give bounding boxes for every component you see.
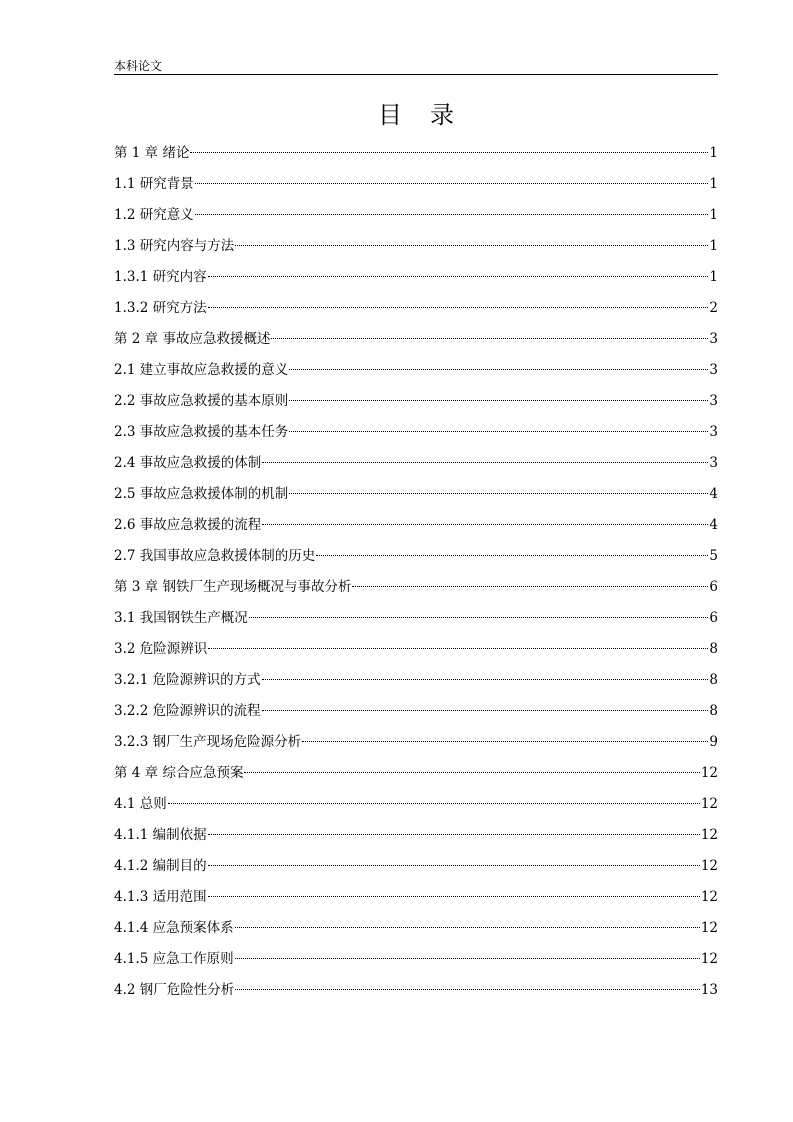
dot-leader xyxy=(208,276,709,277)
dot-leader xyxy=(208,896,700,897)
dot-leader xyxy=(195,214,709,215)
toc-entry[interactable] xyxy=(114,791,718,822)
toc-entry-page: 4 xyxy=(709,486,718,502)
dot-leader xyxy=(235,927,700,928)
toc-entry-label: 第 4 章 综合应急预案 xyxy=(114,765,244,781)
header-rule xyxy=(114,74,718,75)
toc-entry-label: 2.2 事故应急救援的基本原则 xyxy=(114,393,289,409)
toc-entry-page: 3 xyxy=(709,393,718,409)
toc-entry-label: 1.3 研究内容与方法 xyxy=(114,238,235,254)
toc-entry-label: 3.2.1 危险源辨识的方式 xyxy=(114,672,261,688)
dot-leader xyxy=(289,400,708,401)
toc-entry[interactable] xyxy=(114,481,718,512)
toc-entry-label: 2.7 我国事故应急救援体制的历史 xyxy=(114,548,316,564)
dot-leader xyxy=(271,338,708,339)
toc-entry-label: 3.1 我国钢铁生产概况 xyxy=(114,610,248,626)
toc-entry-page: 12 xyxy=(700,796,718,812)
dot-leader xyxy=(195,183,709,184)
toc-entry-page: 1 xyxy=(709,238,718,254)
toc-entry[interactable] xyxy=(114,140,718,171)
toc-entry-label: 第 2 章 事故应急救援概述 xyxy=(114,331,271,347)
toc-entry-page: 8 xyxy=(709,703,718,719)
toc-entry[interactable] xyxy=(114,667,718,698)
toc-entry-label: 2.5 事故应急救援体制的机制 xyxy=(114,486,289,502)
dot-leader xyxy=(235,958,700,959)
dot-leader xyxy=(316,555,708,556)
dot-leader xyxy=(289,369,708,370)
dot-leader xyxy=(235,245,708,246)
toc-entry[interactable] xyxy=(114,977,718,1008)
toc-entry[interactable] xyxy=(114,233,718,264)
toc-entry[interactable] xyxy=(114,295,718,326)
toc-entry-page: 12 xyxy=(700,858,718,874)
toc-entry[interactable] xyxy=(114,853,718,884)
toc-entry-page: 3 xyxy=(709,424,718,440)
dot-leader xyxy=(190,152,708,153)
toc-entry-label: 1.2 研究意义 xyxy=(114,207,194,223)
toc-entry-label: 2.4 事故应急救援的体制 xyxy=(114,455,262,471)
toc-entry-page: 12 xyxy=(700,827,718,843)
toc-entry[interactable] xyxy=(114,543,718,574)
toc-entry-page: 9 xyxy=(709,734,718,750)
toc-entry-page: 3 xyxy=(709,362,718,378)
toc-entry[interactable] xyxy=(114,574,718,605)
dot-leader xyxy=(208,834,700,835)
dot-leader xyxy=(289,431,708,432)
page-title xyxy=(114,100,718,130)
toc-entry[interactable] xyxy=(114,884,718,915)
dot-leader xyxy=(262,710,709,711)
toc-entry[interactable] xyxy=(114,512,718,543)
dot-leader xyxy=(262,462,708,463)
toc-entry-label: 3.2.2 危险源辨识的流程 xyxy=(114,703,261,719)
toc-entry-page: 8 xyxy=(709,641,718,657)
toc-entry[interactable] xyxy=(114,946,718,977)
toc-entry-page: 12 xyxy=(700,765,718,781)
toc-entry-label: 4.1.4 应急预案体系 xyxy=(114,920,234,936)
running-header: 本科论文 xyxy=(114,59,163,73)
toc-entry[interactable] xyxy=(114,202,718,233)
toc-entry-label: 2.1 建立事故应急救援的意义 xyxy=(114,362,289,378)
toc-entry-page: 3 xyxy=(709,331,718,347)
toc-entry-page: 8 xyxy=(709,672,718,688)
toc-entry-page: 1 xyxy=(709,207,718,223)
toc-entry[interactable] xyxy=(114,698,718,729)
dot-leader xyxy=(235,989,700,990)
dot-leader xyxy=(352,586,708,587)
toc-entry-page: 6 xyxy=(709,579,718,595)
toc-entry-page: 1 xyxy=(709,269,718,285)
toc-entry-label: 4.2 钢厂危险性分析 xyxy=(114,982,235,998)
toc-entry-page: 3 xyxy=(709,455,718,471)
toc-entry-page: 12 xyxy=(700,920,718,936)
toc-entry-label: 2.6 事故应急救援的流程 xyxy=(114,517,262,533)
toc-entry[interactable] xyxy=(114,171,718,202)
toc-entry-page: 5 xyxy=(709,548,718,564)
dot-leader xyxy=(289,493,708,494)
toc-entry-label: 1.3.2 研究方法 xyxy=(114,300,207,316)
toc-entry-label: 3.2.3 钢厂生产现场危险源分析 xyxy=(114,734,302,750)
toc-entry-label: 4.1 总则 xyxy=(114,796,167,812)
dot-leader xyxy=(244,772,699,773)
toc-entry-page: 6 xyxy=(709,610,718,626)
toc-entry[interactable] xyxy=(114,357,718,388)
toc-entry-page: 1 xyxy=(709,145,718,161)
title-char-1: 目 xyxy=(378,101,402,129)
dot-leader xyxy=(208,865,700,866)
toc-entry-page: 12 xyxy=(700,889,718,905)
toc-entry-page: 1 xyxy=(709,176,718,192)
toc-entry-label: 3.2 危险源辨识 xyxy=(114,641,208,657)
dot-leader xyxy=(168,803,700,804)
dot-leader xyxy=(262,524,708,525)
dot-leader xyxy=(262,679,709,680)
toc-entry[interactable] xyxy=(114,450,718,481)
toc-entry-label: 第 3 章 钢铁厂生产现场概况与事故分析 xyxy=(114,579,352,595)
toc-entry[interactable] xyxy=(114,636,718,667)
toc-entry-label: 4.1.5 应急工作原则 xyxy=(114,951,234,967)
toc-entry[interactable] xyxy=(114,326,718,357)
toc-entry[interactable] xyxy=(114,915,718,946)
dot-leader xyxy=(208,307,709,308)
toc-entry-page: 12 xyxy=(700,951,718,967)
toc-entry[interactable] xyxy=(114,419,718,450)
toc-entry-label: 1.3.1 研究内容 xyxy=(114,269,207,285)
toc-entry-label: 4.1.1 编制依据 xyxy=(114,827,207,843)
toc-entry-label: 1.1 研究背景 xyxy=(114,176,194,192)
toc-entry-label: 第 1 章 绪论 xyxy=(114,145,190,161)
title-char-2: 录 xyxy=(430,101,454,129)
toc-entry-page: 4 xyxy=(709,517,718,533)
toc-entry-page: 2 xyxy=(709,300,718,316)
toc-entry[interactable] xyxy=(114,760,718,791)
toc-entry[interactable] xyxy=(114,264,718,295)
dot-leader xyxy=(302,741,708,742)
toc-entry-label: 2.3 事故应急救援的基本任务 xyxy=(114,424,289,440)
toc-entry[interactable] xyxy=(114,605,718,636)
table-of-contents xyxy=(114,140,718,1008)
dot-leader xyxy=(208,648,708,649)
toc-entry-label: 4.1.3 适用范围 xyxy=(114,889,207,905)
toc-entry-page: 13 xyxy=(700,982,718,998)
dot-leader xyxy=(249,617,709,618)
toc-entry[interactable] xyxy=(114,822,718,853)
toc-entry[interactable] xyxy=(114,729,718,760)
toc-entry[interactable] xyxy=(114,388,718,419)
toc-entry-label: 4.1.2 编制目的 xyxy=(114,858,207,874)
